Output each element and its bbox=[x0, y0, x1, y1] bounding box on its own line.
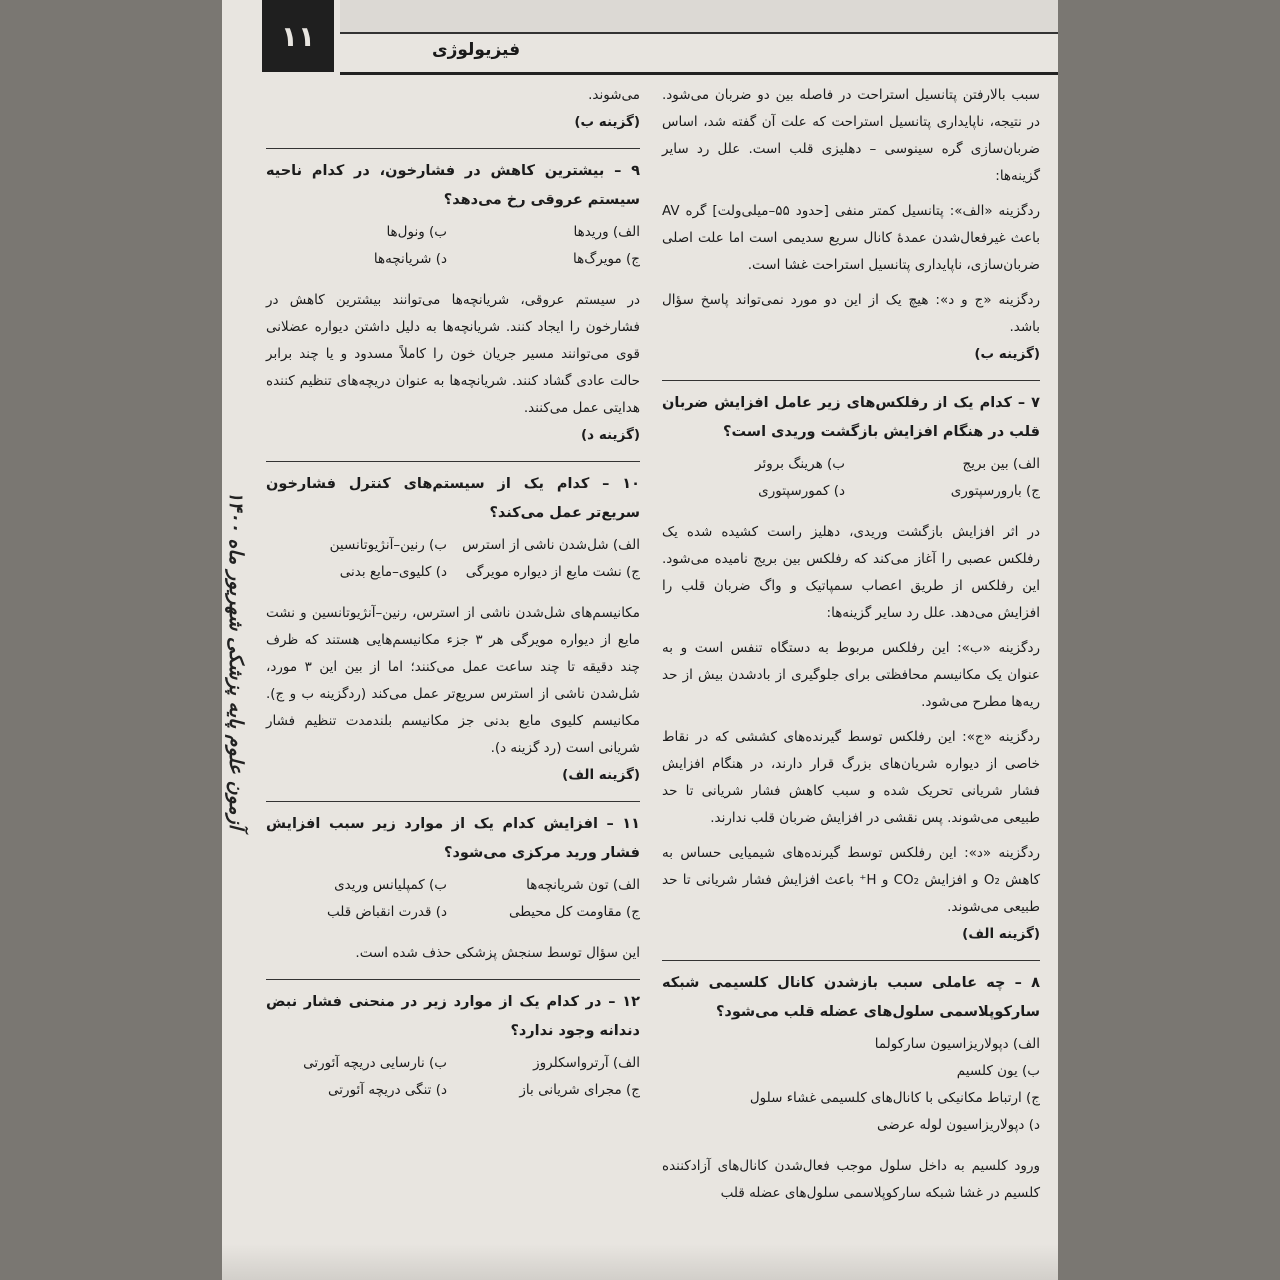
header-rule bbox=[340, 72, 1058, 75]
option: الف) دپولاریزاسیون سارکولما bbox=[874, 1036, 1040, 1052]
answer-label: (گزینه الف) bbox=[962, 926, 1040, 942]
book-page bbox=[222, 0, 1058, 1280]
question-11-options bbox=[266, 872, 640, 926]
answer-label: (گزینه الف) bbox=[562, 767, 640, 783]
question-separator bbox=[266, 979, 640, 980]
header-band bbox=[340, 0, 1058, 32]
option: ج) مقاومت کل محیطی bbox=[508, 904, 640, 920]
paragraph: ردگزینه «ب»: این رفلکس مربوط به دستگاه تنفس است و به عنوان یک مکانیسم محافظتی برای جلوگیری از بادشدن بیش از حد ریه‌ها مطرح می‌شود. bbox=[662, 640, 1040, 710]
option: الف) تون شریانچه‌ها bbox=[526, 877, 640, 893]
option: ب) رنین–آنژیوتانسین bbox=[329, 537, 447, 553]
question-separator bbox=[662, 960, 1040, 961]
question-9-options bbox=[266, 219, 640, 273]
answer-label: (گزینه ب) bbox=[574, 114, 640, 130]
paragraph: سبب بالارفتن پتانسیل استراحت در فاصله بین دو ضربان می‌شود. در نتیجه، ناپایداری پتانسیل استراحت که علت آن گفته شد، اساس ضربان‌سازی گره سینوسی – دهلیزی قلب است. علل رد سایر گزینه‌ها: bbox=[662, 87, 1040, 184]
paragraph: در اثر افزایش بازگشت وریدی، دهلیز راست کشیده شده یک رفلکس عصبی را آغاز می‌کند که رفلکس بین بریج نامیده می‌شود. این رفلکس از طریق اعصاب سمپاتیک و واگ ضربان قلب را افزایش می‌دهد. علل رد سایر گزینه‌ها: bbox=[662, 524, 1040, 621]
answer-label: (گزینه د) bbox=[581, 427, 640, 443]
option: د) شریانچه‌ها bbox=[373, 251, 447, 267]
option: د) کمورسپتوری bbox=[758, 483, 845, 499]
option: ب) هرینگ بروئر bbox=[755, 456, 845, 472]
paragraph: ردگزینه «ج»: این رفلکس توسط گیرنده‌های کششی که در نقاط خاصی از دیواره شریان‌های بزرگ قرار دارند، در هنگام افزایش فشار شریانی تحریک شده و سبب کاهش فشار شریانی تا حد طبیعی می‌شوند. پس نقشی در افزایش ضربان قلب ندارند. bbox=[662, 729, 1040, 826]
subject-title: فیزیولوژی bbox=[432, 40, 521, 60]
option: د) تنگی دریچه آئورتی bbox=[328, 1082, 447, 1098]
option: الف) وریدها bbox=[573, 224, 640, 240]
paragraph: می‌شوند. bbox=[588, 87, 640, 103]
paragraph: ردگزینه «د»: این رفلکس توسط گیرنده‌های شیمیایی حساس به کاهش O₂ و افزایش CO₂ و H⁺ باعث افزایش فشار شریانی تا حد طبیعی می‌شوند. bbox=[662, 845, 1041, 915]
left-column bbox=[266, 82, 640, 1118]
question-12: ۱۲ – در کدام یک از موارد زیر در منحنی فشار نبض دندانه وجود ندارد؟ bbox=[266, 994, 640, 1039]
question-10: ۱۰ – کدام یک از سیستم‌های کنترل فشارخون سریع‌تر عمل می‌کند؟ bbox=[266, 476, 640, 521]
side-running-title: آزمون علوم پایه پزشکی شهریور ماه ۱۴۰۰ bbox=[225, 490, 247, 830]
right-column bbox=[662, 82, 1040, 1215]
question-separator bbox=[266, 461, 640, 462]
answer-label: (گزینه ب) bbox=[974, 346, 1040, 362]
paragraph: این سؤال توسط سنجش پزشکی حذف شده است. bbox=[355, 945, 640, 961]
option: ج) مویرگ‌ها bbox=[573, 251, 640, 267]
question-11: ۱۱ – افزایش کدام یک از موارد زیر سبب افزایش فشار ورید مرکزی می‌شود؟ bbox=[266, 816, 640, 861]
paragraph: در سیستم عروقی، شریانچه‌ها می‌توانند بیشترین کاهش در فشارخون را ایجاد کنند. شریانچه‌ها به دلیل داشتن دیواره عضلانی قوی می‌توانند مسیر جریان خون را کاملاً مسدود و یا چند برابر حالت عادی گشاد کنند. شریانچه‌ها به عنوان دریچه‌های تنظیم کننده هدایتی عمل می‌کنند. bbox=[266, 292, 640, 416]
header-divider bbox=[340, 32, 1058, 34]
option: د) قدرت انقباض قلب bbox=[327, 904, 447, 920]
paragraph: ردگزینه «الف»: پتانسیل کمتر منفی [حدود ۵۵–میلی‌ولت] گره AV باعث غیرفعال‌شدن عمدهٔ کانال سریع سدیمی است اما علت اصلی ضربان‌سازی، ناپایداری پتانسیل استراحت غشا است. bbox=[662, 203, 1040, 273]
question-separator bbox=[266, 801, 640, 802]
option: الف) شل‌شدن ناشی از استرس bbox=[462, 537, 640, 553]
option: ج) بارورسپتوری bbox=[950, 483, 1040, 499]
option: الف) بین بریج bbox=[962, 456, 1040, 472]
question-separator bbox=[662, 380, 1040, 381]
paragraph: ورود کلسیم به داخل سلول موجب فعال‌شدن کانال‌های آزادکننده کلسیم در غشا شبکه سارکوپلاسمی سلول‌های عضله قلب bbox=[662, 1158, 1040, 1201]
question-7-options bbox=[662, 451, 1040, 505]
option: ج) نشت مایع از دیواره مویرگی bbox=[465, 564, 640, 580]
question-12-options bbox=[266, 1050, 640, 1104]
option: الف) آرترواسکلروز bbox=[533, 1055, 640, 1071]
option: ب) ونول‌ها bbox=[386, 224, 447, 240]
question-separator bbox=[266, 148, 640, 149]
question-8: ۸ – چه عاملی سبب بازشدن کانال کلسیمی شبکه سارکوپلاسمی سلول‌های عضله قلب می‌شود؟ bbox=[662, 975, 1040, 1020]
option: د) کلیوی–مایع بدنی bbox=[339, 564, 447, 580]
option: ب) یون کلسیم bbox=[956, 1063, 1040, 1079]
question-9: ۹ – بیشترین کاهش در فشارخون، در کدام ناحیه سیستم عروقی رخ می‌دهد؟ bbox=[266, 163, 640, 208]
option: ج) ارتباط مکانیکی با کانال‌های کلسیمی غشاء سلول bbox=[749, 1090, 1040, 1106]
page-bottom-edge bbox=[222, 1244, 1058, 1280]
paragraph: ردگزینه «ج و د»: هیچ یک از این دو مورد نمی‌تواند پاسخ سؤال باشد. bbox=[662, 292, 1040, 335]
option: ب) نارسایی دریچه آئورتی bbox=[303, 1055, 447, 1071]
paragraph: مکانیسم‌های شل‌شدن ناشی از استرس، رنین–آنژیوتانسین و نشت مایع از دیواره مویرگی هر ۳ جزء مکانیسم‌هایی هستند که ظرف چند دقیقه تا چند ساعت عمل می‌کنند؛ اما از بین این ۳ مورد، شل‌شدن ناشی از استرس سریع‌تر عمل می‌کند (ردگزینه ب و ج). مکانیسم کلیوی مایع بدنی جز مکانیسم بلندمدت تنظیم فشار شریانی است (رد گزینه د). bbox=[266, 605, 641, 756]
option: د) دپولاریزاسیون لوله عرضی bbox=[876, 1117, 1040, 1133]
option: ب) کمپلیانس وریدی bbox=[334, 877, 447, 893]
question-7: ۷ – کدام یک از رفلکس‌های زیر عامل افزایش ضربان قلب در هنگام افزایش بازگشت وریدی است؟ bbox=[662, 395, 1040, 440]
question-10-options bbox=[266, 532, 640, 586]
option: ج) مجرای شریانی باز bbox=[519, 1082, 640, 1098]
question-8-options bbox=[662, 1031, 1040, 1139]
page-number: ۱۱ bbox=[262, 0, 334, 72]
